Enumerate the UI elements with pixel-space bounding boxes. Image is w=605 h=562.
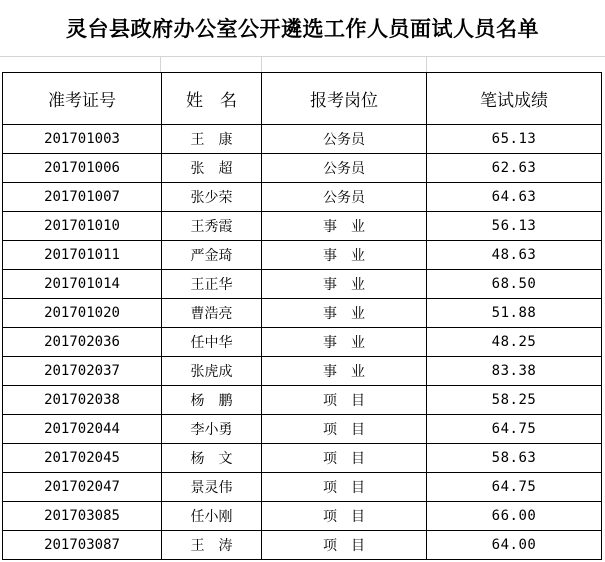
score-cell: 64.75 bbox=[427, 415, 602, 444]
exam-number-cell: 201703085 bbox=[3, 502, 162, 531]
exam-number-cell: 201701011 bbox=[3, 241, 162, 270]
exam-number-cell: 201702037 bbox=[3, 357, 162, 386]
exam-number-cell: 201701003 bbox=[3, 125, 162, 154]
position-cell: 事 业 bbox=[262, 328, 427, 357]
name-cell: 王 康 bbox=[162, 125, 262, 154]
name-cell: 王秀霞 bbox=[162, 212, 262, 241]
table-row bbox=[3, 502, 602, 531]
position-cell: 事 业 bbox=[262, 241, 427, 270]
table-row bbox=[3, 125, 602, 154]
position-cell: 项 目 bbox=[262, 415, 427, 444]
table-row bbox=[3, 154, 602, 183]
sheet-gridline bbox=[0, 56, 605, 57]
score-cell: 65.13 bbox=[427, 125, 602, 154]
exam-number-cell: 201701006 bbox=[3, 154, 162, 183]
name-cell: 任小刚 bbox=[162, 502, 262, 531]
score-cell: 64.75 bbox=[427, 473, 602, 502]
position-cell: 事 业 bbox=[262, 357, 427, 386]
position-cell: 公务员 bbox=[262, 183, 427, 212]
table-row bbox=[3, 415, 602, 444]
table-header-row bbox=[3, 73, 602, 125]
name-cell: 王正华 bbox=[162, 270, 262, 299]
score-cell: 62.63 bbox=[427, 154, 602, 183]
score-cell: 48.25 bbox=[427, 328, 602, 357]
exam-number-cell: 201702047 bbox=[3, 473, 162, 502]
score-cell: 48.63 bbox=[427, 241, 602, 270]
name-cell: 任中华 bbox=[162, 328, 262, 357]
sheet-gridline bbox=[426, 56, 427, 73]
position-cell: 事 业 bbox=[262, 270, 427, 299]
table-row bbox=[3, 328, 602, 357]
sheet-gridline bbox=[160, 56, 161, 73]
table-row bbox=[3, 473, 602, 502]
table-row bbox=[3, 270, 602, 299]
name-cell: 张少荣 bbox=[162, 183, 262, 212]
score-cell: 58.63 bbox=[427, 444, 602, 473]
name-cell: 李小勇 bbox=[162, 415, 262, 444]
exam-number-cell: 201701007 bbox=[3, 183, 162, 212]
name-cell: 严金琦 bbox=[162, 241, 262, 270]
exam-number-cell: 201701014 bbox=[3, 270, 162, 299]
table-row bbox=[3, 531, 602, 560]
sheet-gridline bbox=[261, 56, 262, 73]
table-row bbox=[3, 183, 602, 212]
position-cell: 公务员 bbox=[262, 125, 427, 154]
table-row bbox=[3, 212, 602, 241]
table-row bbox=[3, 444, 602, 473]
table-row bbox=[3, 357, 602, 386]
header-name: 姓 名 bbox=[162, 73, 262, 125]
header-position: 报考岗位 bbox=[262, 73, 427, 125]
position-cell: 项 目 bbox=[262, 531, 427, 560]
name-cell: 王 涛 bbox=[162, 531, 262, 560]
page-title: 灵台县政府办公室公开遴选工作人员面试人员名单 bbox=[66, 16, 539, 41]
header-written-score: 笔试成绩 bbox=[427, 73, 602, 125]
exam-number-cell: 201702036 bbox=[3, 328, 162, 357]
exam-number-cell: 201701010 bbox=[3, 212, 162, 241]
table-row bbox=[3, 299, 602, 328]
name-cell: 景灵伟 bbox=[162, 473, 262, 502]
name-cell: 曹浩亮 bbox=[162, 299, 262, 328]
name-cell: 张虎成 bbox=[162, 357, 262, 386]
table-row bbox=[3, 386, 602, 415]
score-cell: 51.88 bbox=[427, 299, 602, 328]
exam-number-cell: 201702038 bbox=[3, 386, 162, 415]
name-cell: 张 超 bbox=[162, 154, 262, 183]
position-cell: 项 目 bbox=[262, 386, 427, 415]
position-cell: 事 业 bbox=[262, 299, 427, 328]
score-cell: 58.25 bbox=[427, 386, 602, 415]
candidate-table bbox=[2, 72, 602, 560]
score-cell: 56.13 bbox=[427, 212, 602, 241]
exam-number-cell: 201703087 bbox=[3, 531, 162, 560]
score-cell: 66.00 bbox=[427, 502, 602, 531]
position-cell: 项 目 bbox=[262, 502, 427, 531]
header-exam-number: 准考证号 bbox=[3, 73, 162, 125]
position-cell: 项 目 bbox=[262, 444, 427, 473]
name-cell: 杨 鹏 bbox=[162, 386, 262, 415]
score-cell: 64.00 bbox=[427, 531, 602, 560]
score-cell: 83.38 bbox=[427, 357, 602, 386]
exam-number-cell: 201701020 bbox=[3, 299, 162, 328]
name-cell: 杨 文 bbox=[162, 444, 262, 473]
score-cell: 64.63 bbox=[427, 183, 602, 212]
position-cell: 公务员 bbox=[262, 154, 427, 183]
exam-number-cell: 201702044 bbox=[3, 415, 162, 444]
exam-number-cell: 201702045 bbox=[3, 444, 162, 473]
table-row bbox=[3, 241, 602, 270]
position-cell: 项 目 bbox=[262, 473, 427, 502]
position-cell: 事 业 bbox=[262, 212, 427, 241]
score-cell: 68.50 bbox=[427, 270, 602, 299]
